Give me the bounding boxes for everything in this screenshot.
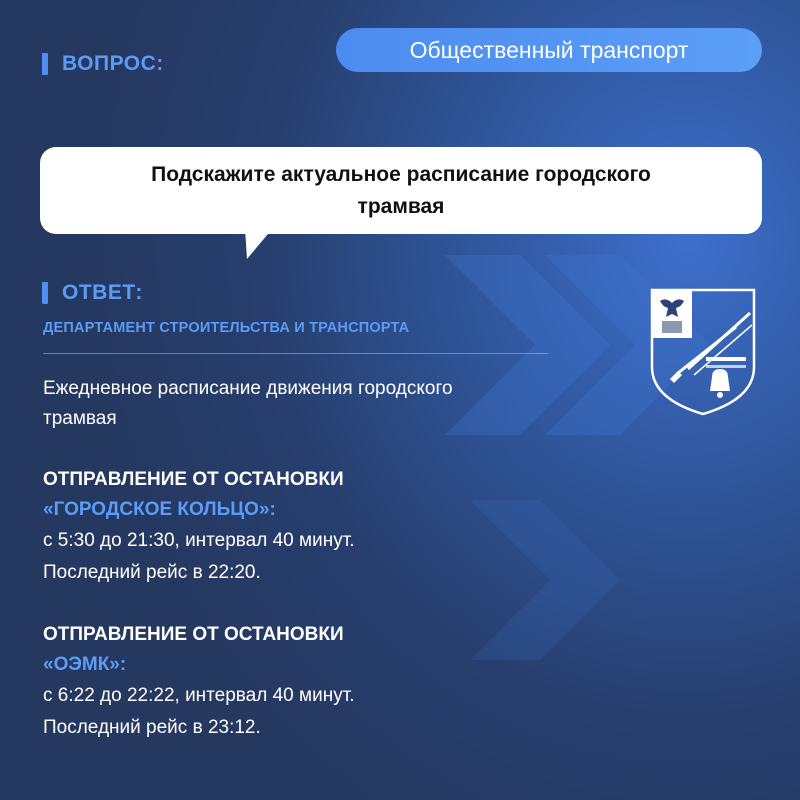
answer-label [42,281,143,305]
schedule-block-2 [43,620,563,744]
category-pill: Общественный транспорт [336,28,762,72]
stop-name: «ОЭМК»: [43,654,127,675]
stop-name: «ГОРОДСКОЕ КОЛЬЦО»: [43,499,276,520]
schedule-times: с 5:30 до 21:30, интервал 40 минут. [43,530,355,551]
question-label-text: ВОПРОС: [62,52,164,75]
answer-label-text: ОТВЕТ: [62,281,143,304]
speech-bubble-tail-icon [205,228,275,260]
department-name: ДЕПАРТАМЕНТ СТРОИТЕЛЬСТВА И ТРАНСПОРТА [43,320,410,336]
schedule-last-trip: Последний рейс в 23:12. [43,717,261,738]
schedule-last-trip: Последний рейс в 22:20. [43,562,261,583]
question-bubble [40,147,762,234]
schedule-block-1 [43,465,563,589]
schedule-times: с 6:22 до 22:22, интервал 40 минут. [43,685,355,706]
schedule-heading: ОТПРАВЛЕНИЕ ОТ ОСТАНОВКИ [43,469,344,490]
question-label [42,52,164,76]
department-divider [43,353,548,354]
coat-of-arms-icon [648,287,758,417]
answer-intro: Ежедневное расписание движения городского трамвая [43,378,453,429]
schedule-heading: ОТПРАВЛЕНИЕ ОТ ОСТАНОВКИ [43,624,344,645]
question-label-bar [42,53,48,75]
answer-label-bar [42,282,48,304]
question-text: Подскажите актуальное расписание городского трамвая [151,162,651,218]
